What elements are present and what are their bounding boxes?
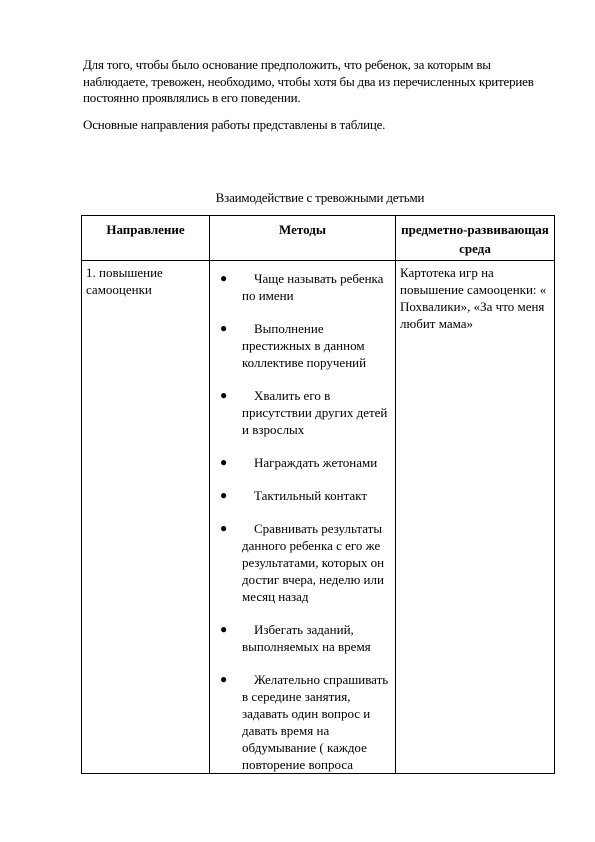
- methods-cell: [210, 261, 396, 774]
- method-item: ● Чаще называть ребенка по имени: [220, 271, 384, 303]
- methods-table: [81, 215, 555, 774]
- intro-paragraph-1: Для того, чтобы было основание предположить, что ребенок, за которым вы наблюдаете, тревожен, необходимо, чтобы хотя бы два из перечисленных критериев постоянно проявлялись в его поведении.: [83, 57, 534, 105]
- header-direction: Направление: [82, 216, 210, 261]
- methods-list: [214, 270, 391, 773]
- header-environment: предметно-развивающая среда: [396, 216, 555, 261]
- bullet-icon: ●: [220, 672, 228, 686]
- method-item: ● Хвалить его в присутствии других детей и взрослых: [220, 388, 388, 437]
- bullet-icon: ●: [220, 622, 228, 636]
- method-item: ● Сравнивать результаты данного ребенка с его же результатами, которых он достиг вчера, неделю или месяц назад: [220, 521, 385, 604]
- method-item: ● Тактильный контакт: [220, 488, 368, 503]
- bullet-icon: ●: [220, 388, 228, 402]
- direction-cell: 1. повышение самооценки: [82, 261, 210, 774]
- bullet-icon: ●: [220, 455, 228, 469]
- method-item: ● Желательно спрашивать в середине занятия, задавать один вопрос и давать время на обдумывание ( каждое повторение вопроса: [220, 672, 389, 772]
- method-item: ● Избегать заданий, выполняемых на время: [220, 622, 371, 654]
- method-item: ● Выполнение престижных в данном коллективе поручений: [220, 321, 367, 370]
- table-header-row: [82, 216, 555, 261]
- table-caption: Взаимодействие с тревожными детьми: [215, 190, 425, 205]
- header-methods: Методы: [210, 216, 396, 261]
- bullet-icon: ●: [220, 321, 228, 335]
- method-item: ● Награждать жетонами: [220, 455, 378, 470]
- bullet-icon: ●: [220, 521, 228, 535]
- environment-cell: Картотека игр на повышение самооценки: « Похвалики», «За что меня любит мама»: [396, 261, 555, 774]
- table-row: [82, 261, 555, 774]
- bullet-icon: ●: [220, 488, 228, 502]
- bullet-icon: ●: [220, 271, 228, 285]
- intro-paragraph-2: Основные направления работы представлены в таблице.: [83, 117, 386, 132]
